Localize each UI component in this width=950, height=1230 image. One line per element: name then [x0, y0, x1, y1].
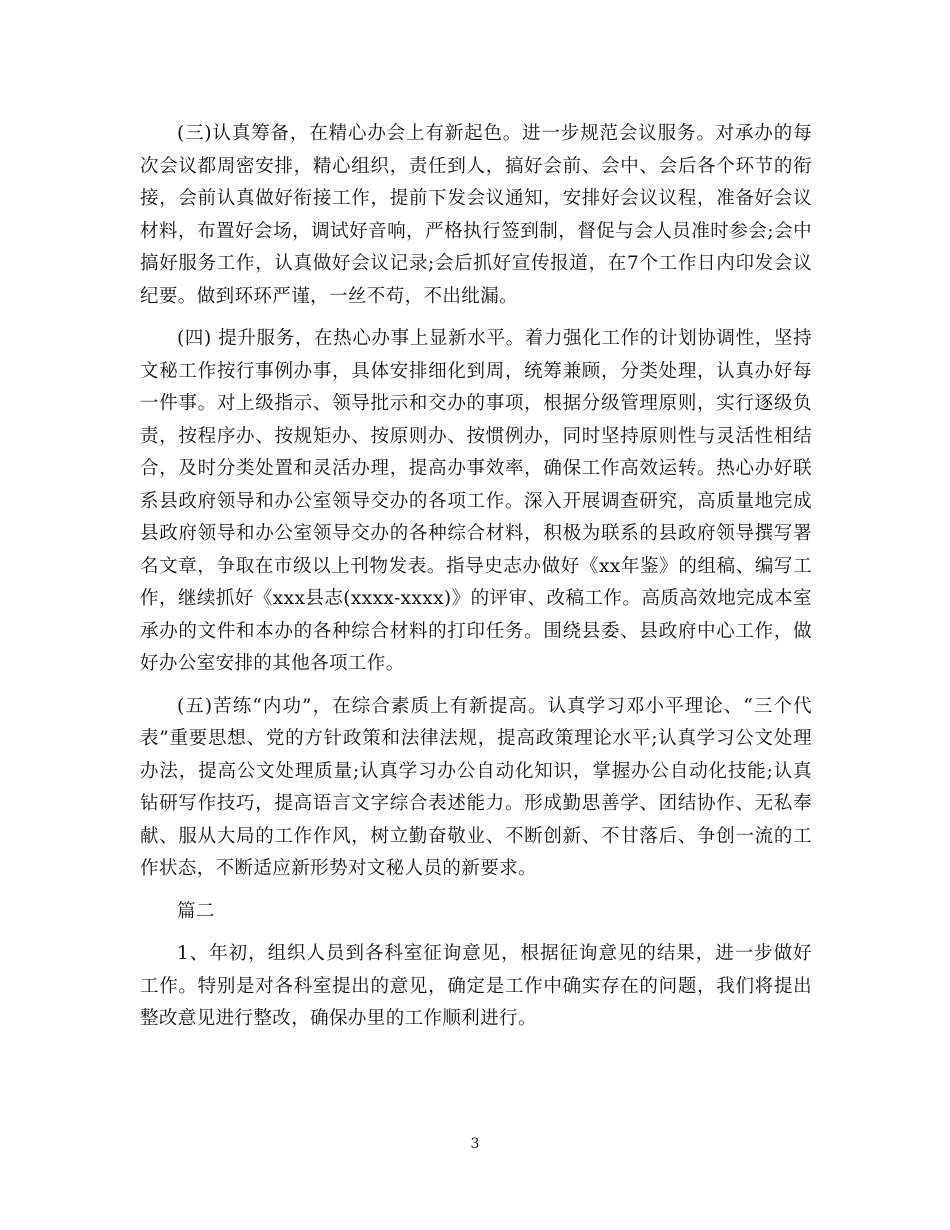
paragraph-3: (三)认真筹备，在精心办会上有新起色。进一步规范会议服务。对承办的每次会议都周密安排，精心组织，责任到人，搞好会前、会中、会后各个环节的衔接，会前认真做好衔接工作，提前下发会议通知，安排好会议议程，准备好会议材料，布置好会场，调试好音响，严格执行签到制，督促与会人员准时参会;会中搞好服务工作，认真做好会议记录;会后抓好宣传报道，在7个工作日内印发会议纪要。做到环环严谨，一丝不苟，不出纰漏。 [140, 123, 812, 307]
page-number: 3 [470, 1136, 480, 1152]
section-heading: 篇二 [177, 900, 215, 922]
section-paragraph-1: 1、年初，组织人员到各科室征询意见，根据征询意见的结果，进一步做好工作。特别是对各科室提出的意见，确定是工作中确实存在的问题，我们将提出整改意见进行整改，确保办里的工作顺利进行。 [140, 943, 812, 1029]
paragraph-5: (五)苦练“内功”，在综合素质上有新提高。认真学习邓小平理论、“三个代表”重要思想、党的方针政策和法律法规，提高政策理论水平;认真学习公文处理办法，提高公文处理质量;认真学习办公自动化知识，掌握办公自动化技能;认真钻研写作技巧，提高语言文字综合表述能力。形成勤思善学、团结协作、无私奉献、服从大局的工作作风，树立勤奋敬业、不断创新、不甘落后、争创一流的工作状态，不断适应新形势对文秘人员的新要求。 [140, 695, 812, 879]
paragraph-4: (四) 提升服务，在热心办事上显新水平。着力强化工作的计划协调性，坚持文秘工作按行事例办事，具体安排细化到周，统筹兼顾，分类处理，认真办好每一件事。对上级指示、领导批示和交办的事项，根据分级管理原则，实行逐级负责，按程序办、按规矩办、按原则办、按惯例办，同时坚持原则性与灵活性相结合，及时分类处置和灵活办理，提高办事效率，确保工作高效运转。热心办好联系县政府领导和办公室领导交办的各项工作。深入开展调查研究，高质量地完成县政府领导和办公室领导交办的各种综合材料，积极为联系的县政府领导撰写署名文章，争取在市级以上刊物发表。指导史志办做好《xx年鉴》的组稿、编写工作，继续抓好《xxx县志(xxxx-xxxx)》的评审、改稿工作。高质高效地完成本室承办的文件和本办的各种综合材料的打印任务。围绕县委、县政府中心工作，做好办公室安排的其他各项工作。 [140, 328, 812, 674]
document-body [140, 118, 812, 1046]
